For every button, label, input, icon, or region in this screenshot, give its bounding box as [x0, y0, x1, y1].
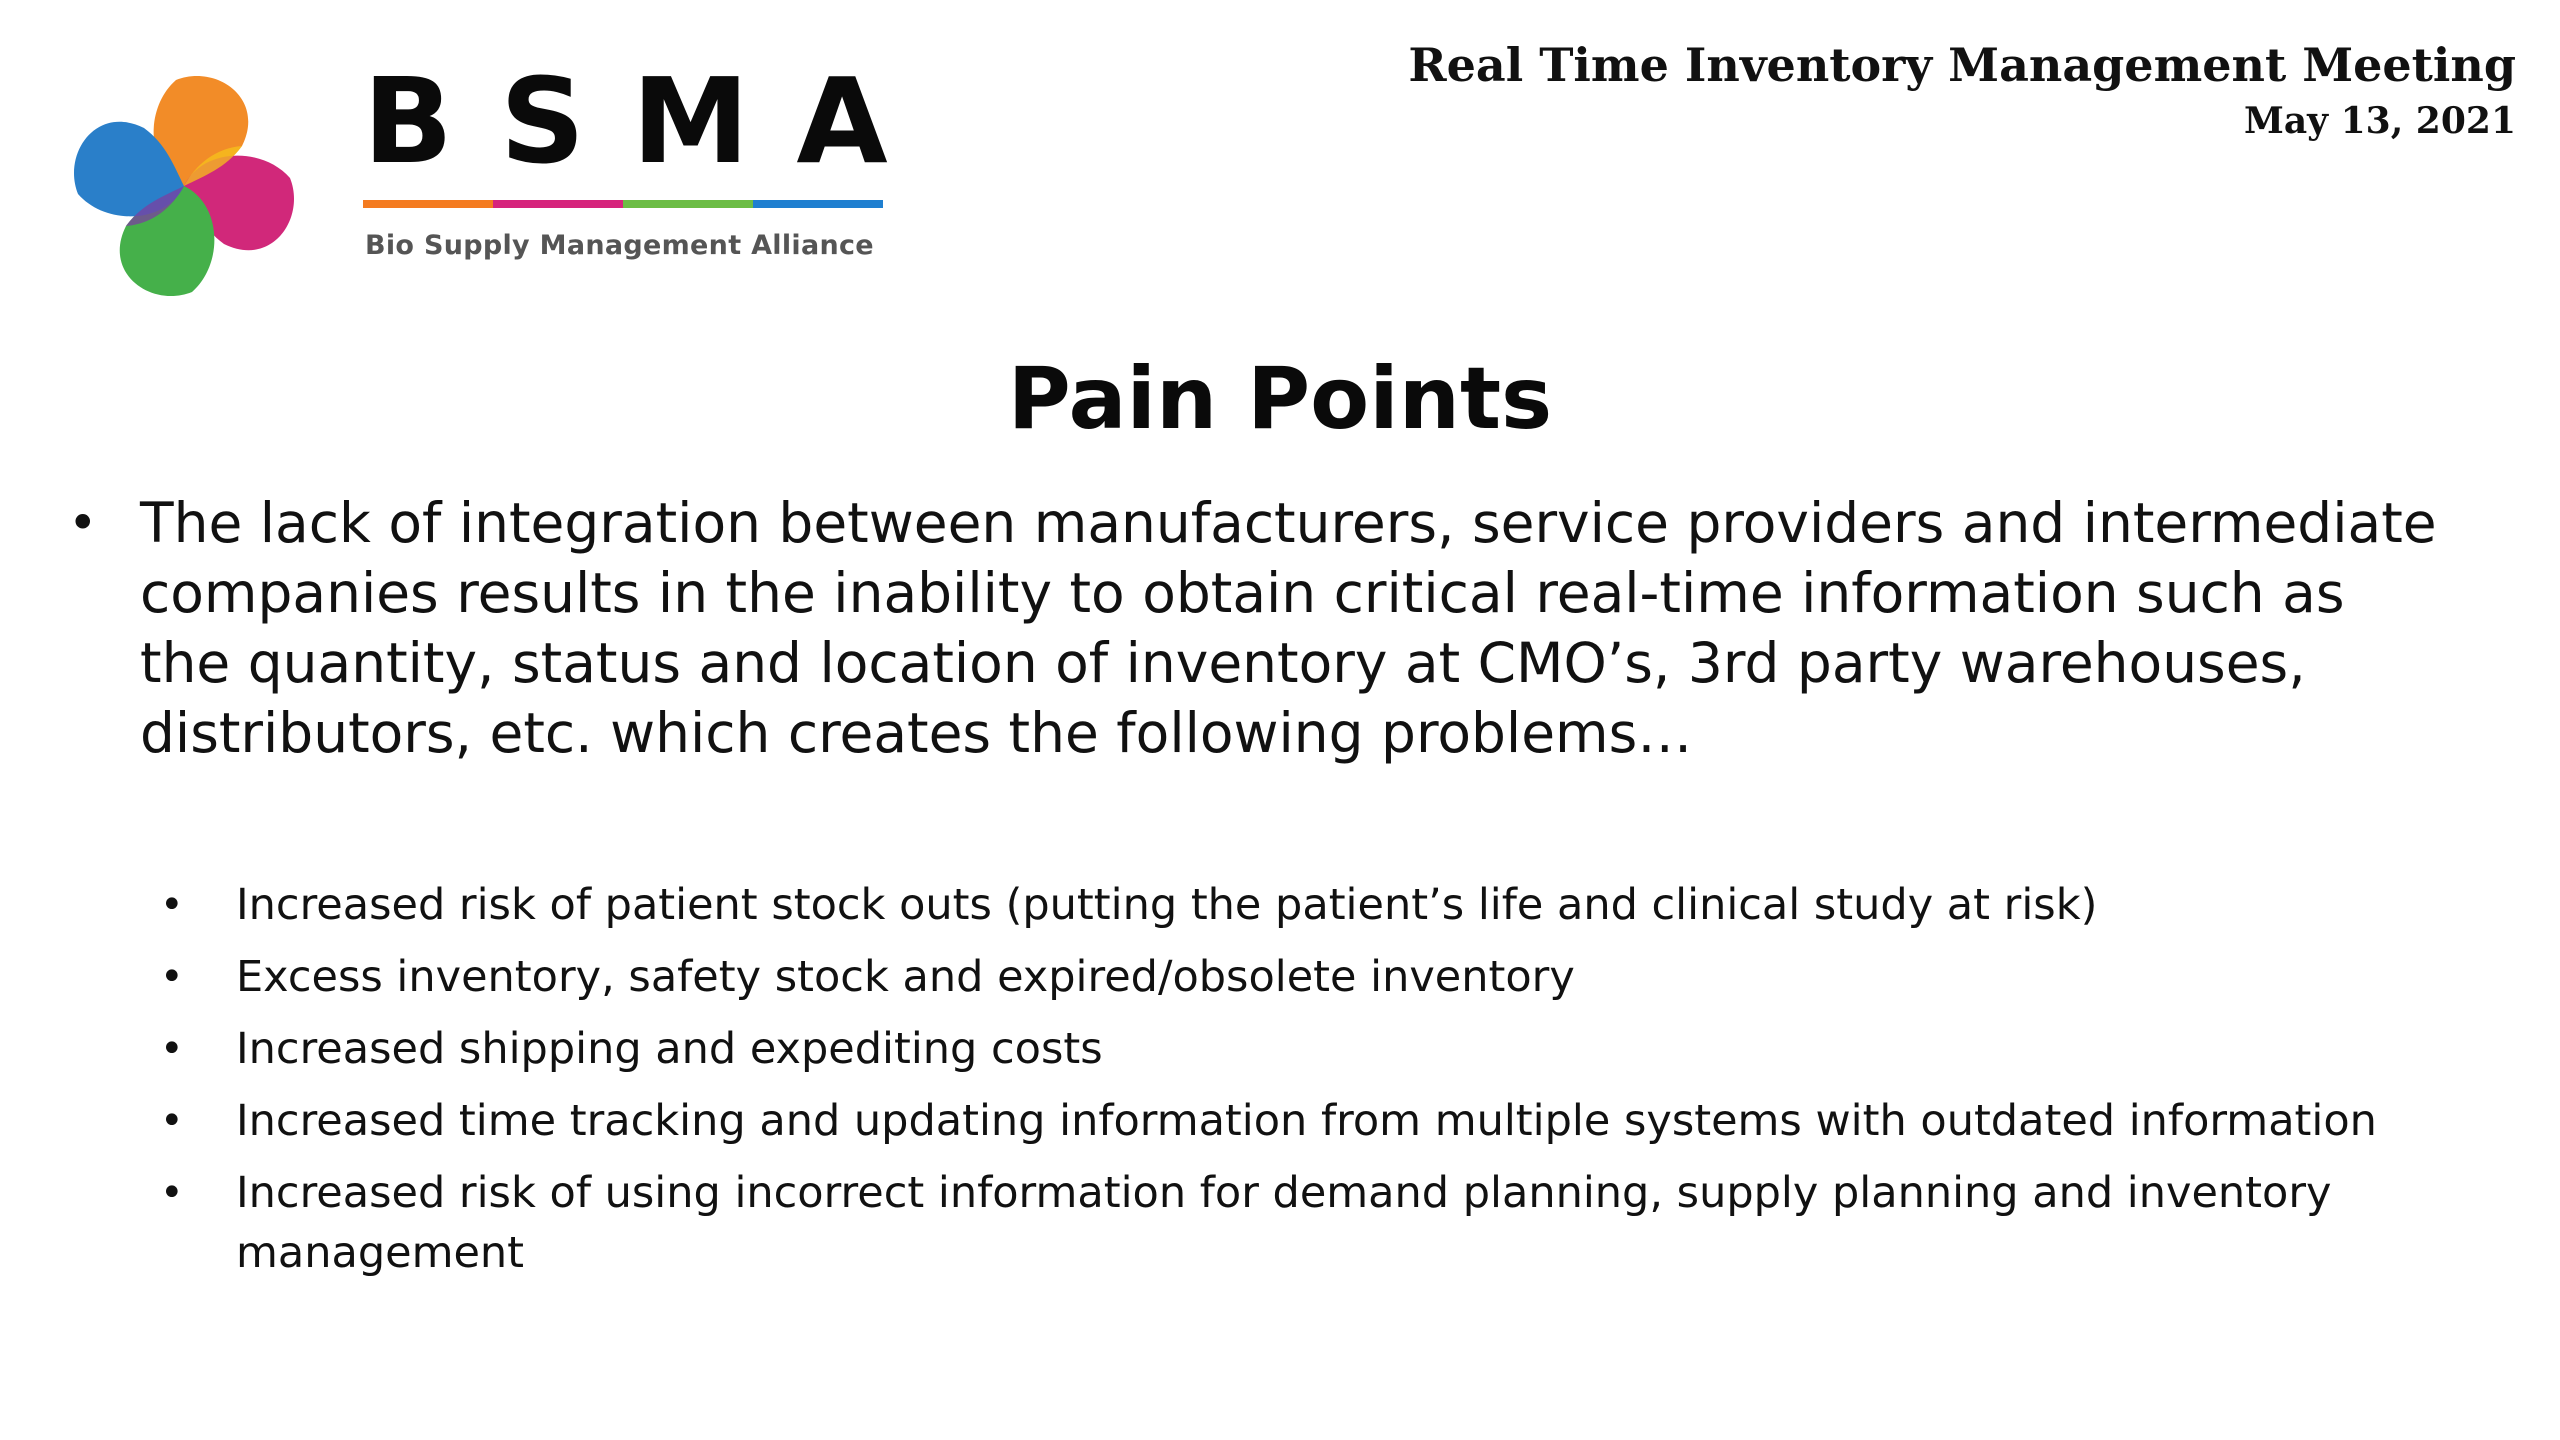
bullet-icon: • [160, 1098, 184, 1144]
sub-point-text: Increased risk of patient stock outs (putting the patient’s life and clinical study at risk) [236, 880, 2098, 930]
meeting-title: Real Time Inventory Management Meeting [1408, 38, 2516, 92]
meeting-date: May 13, 2021 [2244, 100, 2516, 142]
bullet-icon: • [160, 1170, 184, 1216]
main-point-text: The lack of integration between manufacturers, service providers and intermediate companies results in the inability to obtain critical real-time information such as the quantity, status and location of inventory at CMO’s, 3rd party warehouses, distributors, etc. which creates the following problems… [140, 491, 2437, 765]
sub-point-text: Increased time tracking and updating information from multiple systems with outdated information [236, 1096, 2377, 1146]
logo-tagline: Bio Supply Management Alliance [365, 230, 874, 261]
logo-rule-segment-orange [363, 200, 493, 208]
bullet-icon: • [160, 954, 184, 1000]
logo-rule-segment-green [623, 200, 753, 208]
slide-heading: Pain Points [1007, 349, 1553, 449]
bullet-icon: • [68, 494, 98, 552]
list-item [160, 947, 2460, 1007]
bullet-icon: • [160, 882, 184, 928]
bullet-icon: • [160, 1026, 184, 1072]
list-item [160, 1163, 2460, 1283]
logo-rule-segment-magenta [493, 200, 623, 208]
list-item [160, 1091, 2460, 1151]
list-item [160, 1019, 2460, 1079]
logo-rule-segment-blue [753, 200, 883, 208]
logo-wordmark: BSMA [363, 52, 935, 190]
sub-point-text: Increased risk of using incorrect information for demand planning, supply planning and inventory management [236, 1168, 2332, 1278]
main-bullet-point [68, 488, 2448, 768]
bsma-logo-icon [66, 68, 302, 304]
list-item [160, 875, 2460, 935]
logo-color-rule [363, 200, 883, 208]
sub-points-list [160, 875, 2460, 1295]
sub-point-text: Excess inventory, safety stock and expired/obsolete inventory [236, 952, 1575, 1002]
sub-point-text: Increased shipping and expediting costs [236, 1024, 1103, 1074]
